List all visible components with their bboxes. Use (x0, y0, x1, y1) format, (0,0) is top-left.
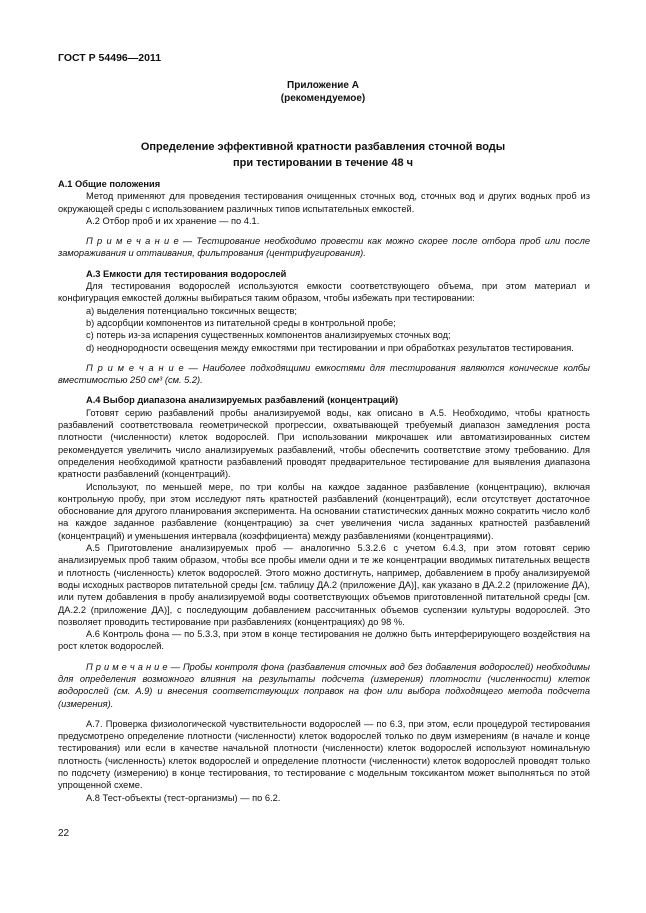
paragraph: d) неоднородности освещения между емкостями при тестировании и при обработках результатов тестирования. (86, 342, 574, 353)
paragraph: а) выделения потенциально токсичных веществ; (86, 305, 297, 316)
paragraph: А.6 Контроль фона — по 5.3.3, при этом в конце тестирования не должно быть интерферирующего воздействия на рост клеток водорослей. (58, 629, 590, 652)
appendix-type: (рекомендуемое) (280, 93, 366, 104)
paragraph: Для тестирования водорослей используются емкости соответствующего объема, при этом материал и конфигурация емкостей должны выбираться таким образом, чтобы избежать при тестировании: (58, 281, 590, 304)
paragraph: Используют, по меньшей мере, по три колбы на каждое заданное разбавление (концентрацию), включая контрольную пробу, при этом исследуют пять кратностей разбавлений (концентраций), если отсутствует достаточное обоснование для другого планирования эксперимента. На основании статистических данных можно сократить число колб на каждое заданное разбавление (концентрацию) за счет увеличения числа заданных кратностей разбавлений (концентраций) и уменьшения интервала (коэффициента) между разбавлениями (концентрациями). (58, 481, 590, 541)
document-body (58, 178, 590, 804)
section-heading: А.1 Общие положения (58, 179, 161, 189)
appendix-label: Приложение А (287, 80, 359, 91)
paragraph: П р и м е ч а н и е — Наиболее подходящими емкостями для тестирования являются конические колбы вместимостью 250 см³ (см. 5.2). (58, 362, 590, 386)
paragraph: П р и м е ч а н и е — Тестирование необходимо провести как можно скорее после отбора проб или после замораживания и оттаивания, фильтрования (центрифугирования). (58, 236, 590, 259)
standard-header: ГОСТ Р 54496—2011 (58, 52, 162, 64)
paragraph: Метод применяют для проведения тестирования очищенных сточных вод, сточных вод и других водных проб из окружающей среды с использованием различных типов испытательных емкостей. (58, 191, 590, 214)
paragraph: c) потерь из-за испарения существенных компонентов анализируемых сточных вод; (86, 330, 451, 341)
paragraph: А.2 Отбор проб и их хранение — по 4.1. (86, 215, 260, 226)
section-heading: А.4 Выбор диапазона анализируемых разбавлений (концентраций) (86, 395, 399, 406)
appendix-title-line2: при тестировании в течение 48 ч (232, 157, 414, 169)
section-heading: А.3 Емкости для тестирования водорослей (86, 268, 287, 279)
appendix-title-line1: Определение эффективной кратности разбавления сточной воды (140, 141, 506, 153)
paragraph: Готовят серию разбавлений пробы анализируемой воды, как описано в А.5. Необходимо, чтобы кратность разбавлений соответствовала геометрической прогрессии, охватывающей требуемый диапазон замедления роста плотности (численности) клеток водорослей. При использовании микрочашек или автоматизированных систем рекомендуется увеличить число анализируемых разбавлений, чтобы обеспечить соответствие этому требованию. Для определения необходимой кратности разбавлений проводят предварительное тестирование для выявления диапазона кратности разбавлений (концентраций). (58, 407, 590, 480)
paragraph: А.5 Приготовление анализируемых проб — аналогично 5.3.2.6 с учетом 6.4.3, при этом готовят серию анализируемых проб таким образом, чтобы все пробы имели одни и те же концентрации вводимых питательных веществ и плотность (численность) клеток водорослей. Этого можно достигнуть, например, добавлением в пробу анализируемой воды исходных растворов питательной среды [см. таблицу ДА.2 (приложение ДА)], как указано в ДА.2.2 (приложение ДА), или путем добавления в пробу анализируемой воды соответствующих объемов приготовленной питательной среды [см. ДА.2.2 (приложение ДА)], с последующим добавлением рассчитанных объемов суспензии культуры водорослей. Это позволяет проводить тестирование при разбавлениях (концентрациях) до 98 %. (58, 543, 590, 627)
paragraph: П р и м е ч а н и е — Пробы контроля фона (разбавления сточных вод без добавления водорослей) необходимы для определения возможного влияния на результаты подсчета (измерения) плотности (численности) клеток водорослей (см. А.9) и внесения соответствующих поправок на фон или выбора подходящего метода подсчета (измерения). (58, 661, 590, 709)
page-number: 22 (58, 828, 70, 839)
paragraph: b) адсорбции компонентов из питательной среды в контрольной пробе; (86, 317, 396, 328)
paragraph: А.8 Тест-объекты (тест-организмы) — по 6.2. (86, 792, 281, 803)
paragraph: А.7. Проверка физиологической чувствительности водорослей — по 6.3, при этом, если процедурой тестирования предусмотрено определение плотности (численности) клеток водорослей только по двум измерениям (в начале и конце тестирования) или если в качестве начальной плотности (численности) клеток водорослей используют номинальную плотность (численность) клеток водорослей и определение плотности (численности) клеток водорослей проводят только по подсчету (измерению) в конце тестирования, то тестирование с модельным токсикантом может выполняться по этой упрощенной схеме. (58, 718, 590, 791)
